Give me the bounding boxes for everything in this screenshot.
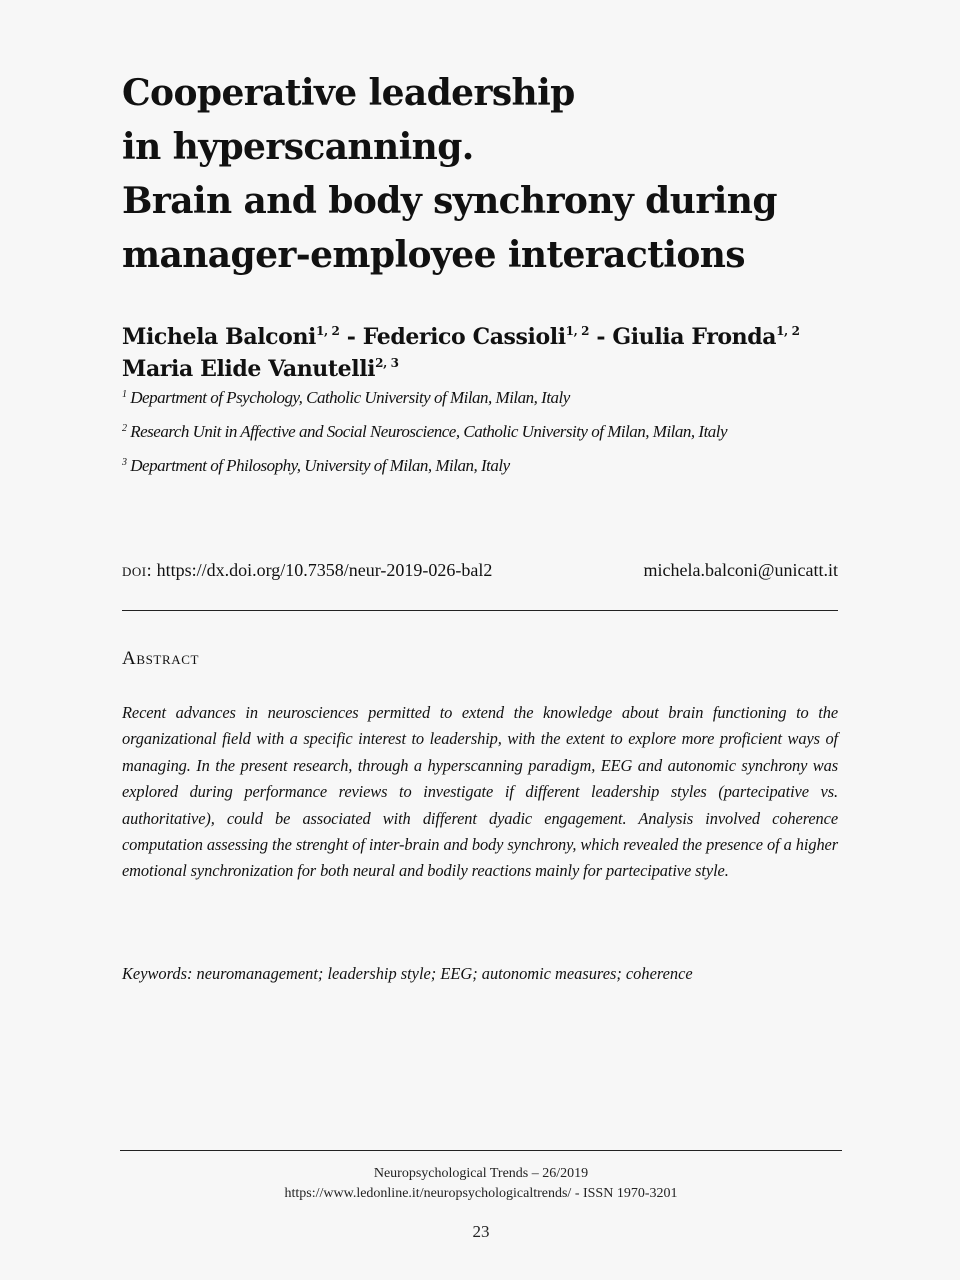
affiliation-1 bbox=[122, 388, 862, 408]
author-name: Federico Cassioli bbox=[362, 324, 566, 350]
author-affil-sup: 2, 3 bbox=[375, 356, 399, 370]
author-line-1 bbox=[122, 318, 862, 350]
author-name: Maria Elide Vanutelli bbox=[122, 356, 376, 382]
affiliation-number: 3 bbox=[122, 457, 127, 468]
footer-journal: Neuropsychological Trends – 26/2019 bbox=[373, 1166, 589, 1181]
footer-divider bbox=[120, 1150, 842, 1151]
keywords: Keywords: neuromanagement; leadership style; EEG; autonomic measures; coherence bbox=[122, 964, 693, 983]
title-line-3: Brain and body synchrony during bbox=[122, 180, 777, 222]
affiliation-text: Department of Philosophy, University of Milan, Milan, Italy bbox=[130, 456, 510, 475]
author-name: Michela Balconi bbox=[122, 324, 316, 350]
doi-label: doi: bbox=[122, 560, 153, 580]
author-name: Giulia Fronda bbox=[612, 324, 777, 350]
affiliation-number: 2 bbox=[122, 423, 127, 434]
author-list bbox=[122, 318, 862, 382]
title-line-1: Cooperative leadership bbox=[122, 72, 575, 114]
affiliation-3 bbox=[122, 456, 862, 476]
author-separator: - bbox=[339, 324, 363, 350]
abstract-heading: Abstract bbox=[122, 648, 200, 669]
title-line-4: manager-employee interactions bbox=[122, 234, 745, 276]
affiliation-text: Department of Psychology, Catholic University of Milan, Milan, Italy bbox=[130, 388, 570, 407]
doi bbox=[122, 560, 492, 581]
page-number: 23 bbox=[472, 1222, 490, 1241]
author-email[interactable]: michela.balconi@unicatt.it bbox=[643, 560, 838, 580]
doi-row bbox=[122, 560, 838, 581]
paper-title bbox=[122, 66, 842, 282]
affiliation-number: 1 bbox=[122, 389, 127, 400]
affiliation-text: Research Unit in Affective and Social Neuroscience, Catholic University of Milan, Milan, Italy bbox=[130, 422, 728, 441]
author-affil-sup: 1, 2 bbox=[776, 324, 800, 338]
header-divider bbox=[122, 610, 838, 611]
author-separator: - bbox=[589, 324, 613, 350]
title-line-2: in hyperscanning. bbox=[122, 126, 474, 168]
author-line-2 bbox=[122, 350, 862, 382]
footer-url-issn: https://www.ledonline.it/neuropsychologicaltrends/ - ISSN 1970-3201 bbox=[284, 1186, 678, 1201]
author-affil-sup: 1, 2 bbox=[316, 324, 340, 338]
affiliation-2 bbox=[122, 422, 862, 442]
abstract-text: Recent advances in neurosciences permitted to extend the knowledge about brain functioning to the organizational field with a specific interest to leadership, with the extent to explore more proficient ways of managing. In the present research, through a hyperscanning paradigm, EEG and autonomic synchrony was explored during performance reviews to investigate if different leadership styles (partecipative vs. authoritative), could be associated with different dyadic engagement. Analysis involved coherence computation assessing the strenght of inter-brain and body synchrony, which revealed the presence of a higher emotional synchronization for both neural and bodily reactions mainly for partecipative style. bbox=[122, 703, 838, 881]
author-affil-sup: 1, 2 bbox=[565, 324, 590, 338]
doi-link[interactable]: https://dx.doi.org/10.7358/neur-2019-026-bal2 bbox=[156, 560, 493, 580]
